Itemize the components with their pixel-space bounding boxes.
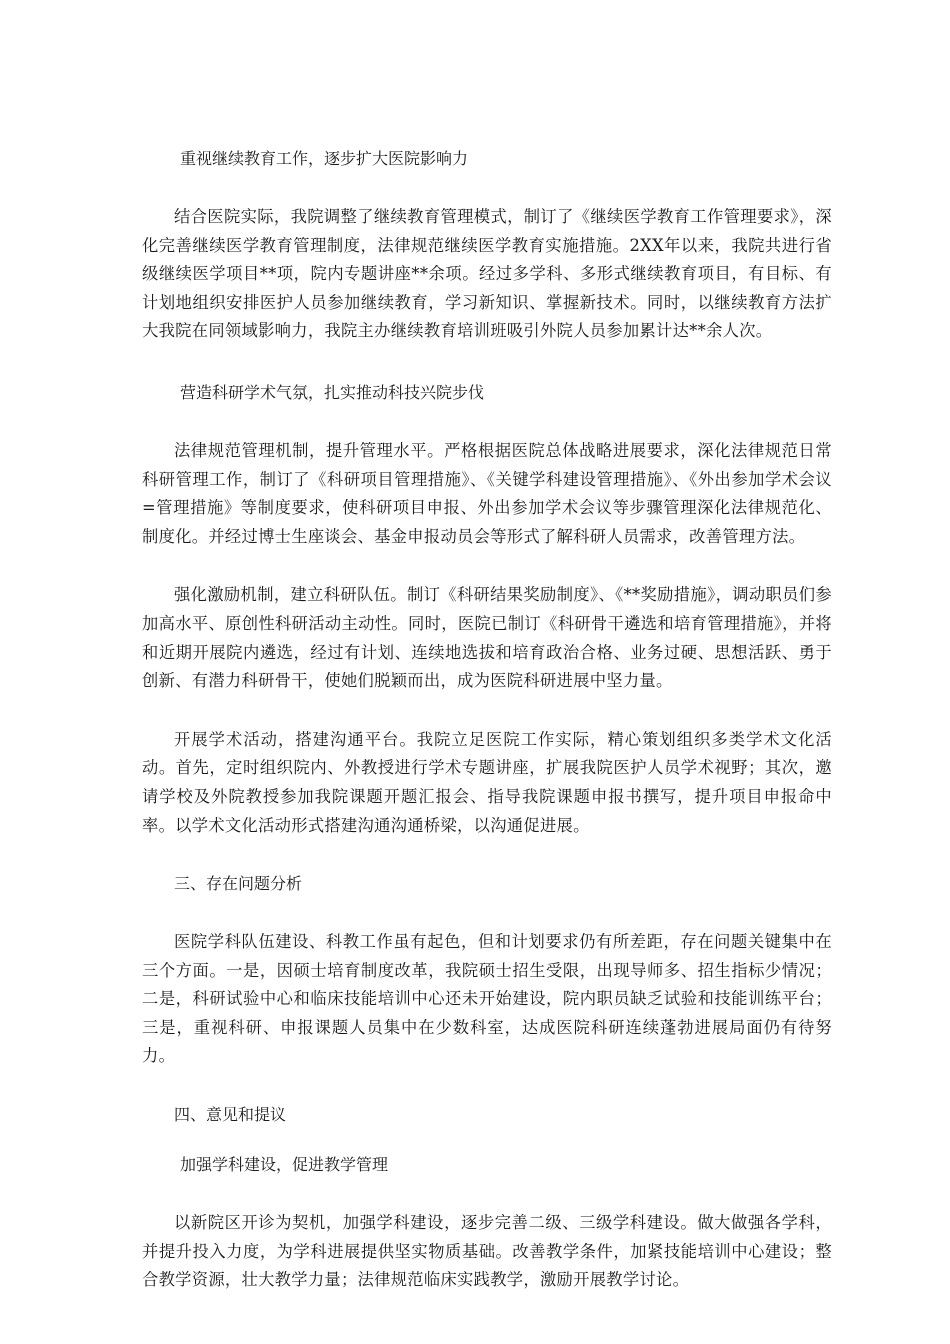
paragraph-discipline-building: 以新院区开诊为契机，加强学科建设，逐步完善二级、三级学科建设。做大做强各学科，并提升投入力度，为学科进展提供坚实物质基础。改善教学条件，加紧技能培训中心建设；整合教学资源，壮大教学力量；法律规范临床实践教学，激励开展教学讨论。 [142,1213,832,1290]
paragraph-problems: 医院学科队伍建设、科教工作虽有起色，但和计划要求仍有所差距，存在问题关键集中在三个方面。一是，因硕士培育制度改革，我院硕士招生受限，出现导师多、招生指标少情况；二是，科研试验中心和临床技能培训中心还未开始建设，院内职员缺乏试验和技能训练平台；三是，重视科研、申报课题人员集中在少数科室，达成医院科研连续蓬勃进展局面仍有待努力。 [142,932,832,1066]
paragraph-incentive-mechanism: 强化激励机制，建立科研队伍。制订《科研结果奖励制度》、《**奖励措施》，调动职员们参加高水平、原创性科研活动主动性。同时，医院已制订《科研骨干遴选和培育管理措施》，并将和近期开展院内遴选，经过有计划、连续地选拔和培育政治合格、业务过硬、思想活跃、勇于创新、有潜力科研骨干，使她们脱颖而出，成为医院科研进展中坚力量。 [142,585,832,691]
paragraph-management-mechanism: 法律规范管理机制，提升管理水平。严格根据医院总体战略进展要求，深化法律规范日常科研管理工作，制订了《科研项目管理措施》、《关键学科建设管理措施》、《外出参加学术会议=管理措施》等制度要求，使科研项目申报、外出参加学术会议等步骤管理深化法律规范化、制度化。并经过博士生座谈会、基金申报动员会等形式了解科研人员需求，改善管理方法。 [142,440,832,546]
section-heading-suggestions: 四、意见和提议 [174,1105,287,1125]
section-heading-problems: 三、存在问题分析 [174,874,303,894]
paragraph-continuing-education: 结合医院实际，我院调整了继续教育管理模式，制订了《继续医学教育工作管理要求》，深化完善继续医学教育管理制度，法律规范继续医学教育实施措施。2XX年以来，我院共进行省级继续医学项目**项，院内专题讲座**余项。经过多学科、多形式继续教育项目，有目标、有计划地组织安排医护人员参加继续教育，学习新知识、掌握新技术。同时，以继续教育方法扩大我院在同领域影响力，我院主办继续教育培训班吸引外院人员参加累计达**余人次。 [142,207,832,341]
document-page [142,145,832,1295]
subheading-continuing-education: 重视继续教育工作，逐步扩大医院影响力 [180,149,469,168]
subheading-research-atmosphere: 营造科研学术气氛，扎实推动科技兴院步伐 [180,382,485,402]
subheading-discipline-building: 加强学科建设，促进教学管理 [180,1155,389,1175]
paragraph-academic-activities: 开展学术活动，搭建沟通平台。我院立足医院工作实际，精心策划组织多类学术文化活动。首先，定时组织院内、外教授进行学术专题讲座，扩展我院医护人员学术视野；其次，邀请学校及外院教授参加我院课题开题汇报会、指导我院课题申报书撰写，提升项目申报命中率。以学术文化活动形式搭建沟通沟通桥梁，以沟通促进展。 [142,729,832,835]
